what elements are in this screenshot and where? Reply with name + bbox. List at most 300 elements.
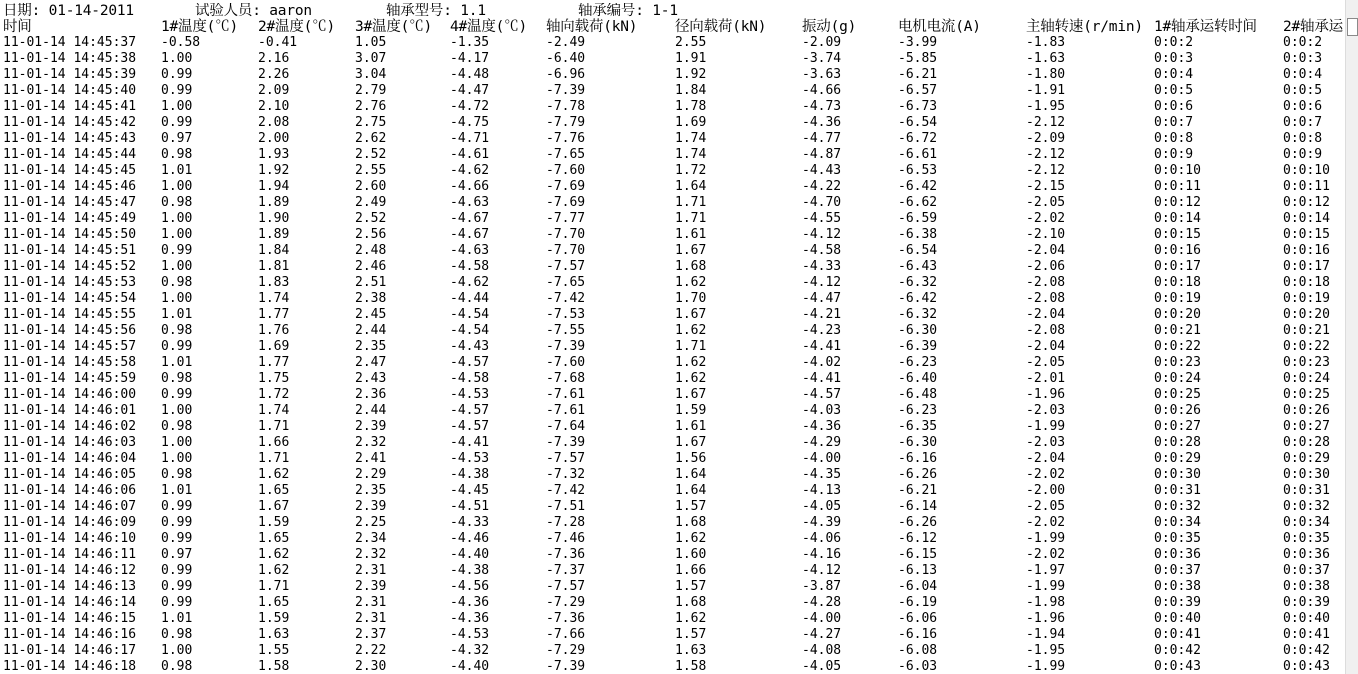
time-header: 时间	[3, 19, 32, 35]
temp3-cell: 2.22	[355, 643, 387, 658]
temp3-cell: 2.60	[355, 179, 387, 194]
time-cell: 11-01-14 14:45:45	[3, 163, 137, 178]
temp2-cell: 1.67	[258, 499, 290, 514]
temp1-cell: 1.01	[161, 483, 193, 498]
axial-load-header: 轴向载荷(kN)	[546, 19, 638, 35]
bearing2-runtime-cell: 0:0:16	[1283, 243, 1330, 258]
radial-load-cell: 1.57	[675, 627, 707, 642]
axial-load-cell: -7.61	[546, 403, 586, 418]
vibration-cell: -4.12	[802, 227, 842, 242]
table-row	[3, 115, 1346, 131]
motor-current-cell: -6.26	[898, 467, 938, 482]
temp1-cell: 1.00	[161, 643, 193, 658]
bearing2-runtime-cell: 0:0:29	[1283, 451, 1330, 466]
temp3-cell: 2.31	[355, 611, 387, 626]
temp3-cell: 3.04	[355, 67, 387, 82]
radial-load-cell: 1.63	[675, 643, 707, 658]
time-cell: 11-01-14 14:45:55	[3, 307, 137, 322]
temp4-cell: -4.62	[450, 163, 490, 178]
bearing1-runtime-cell: 0:0:8	[1154, 131, 1194, 146]
temp1-cell: 1.00	[161, 51, 193, 66]
temp4-cell: -4.75	[450, 115, 490, 130]
bearing2-runtime-cell: 0:0:28	[1283, 435, 1330, 450]
axial-load-cell: -7.70	[546, 243, 586, 258]
temp1-cell: 0.98	[161, 147, 193, 162]
axial-load-cell: -7.42	[546, 483, 586, 498]
radial-load-cell: 1.68	[675, 595, 707, 610]
temp4-cell: -4.72	[450, 99, 490, 114]
time-cell: 11-01-14 14:46:12	[3, 563, 137, 578]
table-row	[3, 307, 1346, 323]
vibration-cell: -4.12	[802, 563, 842, 578]
scrollbar-thumb[interactable]	[1347, 18, 1358, 36]
temp4-cell: -4.36	[450, 611, 490, 626]
spindle-speed-cell: -1.94	[1026, 627, 1066, 642]
temp4-cell: -4.53	[450, 387, 490, 402]
vibration-cell: -3.63	[802, 67, 842, 82]
motor-current-cell: -6.03	[898, 659, 938, 674]
bearing1-runtime-cell: 0:0:40	[1154, 611, 1201, 626]
axial-load-cell: -7.60	[546, 355, 586, 370]
temp1-cell: 1.00	[161, 403, 193, 418]
temp3-cell: 2.39	[355, 419, 387, 434]
temp4-cell: -4.58	[450, 259, 490, 274]
time-cell: 11-01-14 14:45:57	[3, 339, 137, 354]
temp1-cell: 0.99	[161, 531, 193, 546]
axial-load-cell: -7.64	[546, 419, 586, 434]
bearing2-runtime-cell: 0:0:19	[1283, 291, 1330, 306]
vibration-cell: -4.22	[802, 179, 842, 194]
temp4-cell: -4.58	[450, 371, 490, 386]
radial-load-cell: 1.69	[675, 115, 707, 130]
bearing2-runtime-cell: 0:0:17	[1283, 259, 1330, 274]
temp3-cell: 2.35	[355, 339, 387, 354]
motor-current-cell: -6.39	[898, 339, 938, 354]
radial-load-cell: 1.61	[675, 227, 707, 242]
radial-load-cell: 1.62	[675, 323, 707, 338]
temp3-header: 3#温度(℃)	[355, 19, 433, 35]
temp1-cell: 0.98	[161, 275, 193, 290]
bearing2-runtime-cell: 0:0:8	[1283, 131, 1323, 146]
time-cell: 11-01-14 14:45:39	[3, 67, 137, 82]
temp1-cell: 0.99	[161, 579, 193, 594]
temp3-cell: 2.48	[355, 243, 387, 258]
temp3-cell: 2.38	[355, 291, 387, 306]
table-row	[3, 67, 1346, 83]
temp1-cell: -0.58	[161, 35, 201, 50]
radial-load-cell: 1.71	[675, 211, 707, 226]
temp2-cell: 1.94	[258, 179, 290, 194]
temp4-cell: -4.63	[450, 243, 490, 258]
temp3-cell: 2.75	[355, 115, 387, 130]
bearing2-runtime-cell: 0:0:34	[1283, 515, 1330, 530]
temp3-cell: 2.47	[355, 355, 387, 370]
temp3-cell: 2.44	[355, 323, 387, 338]
radial-load-cell: 1.62	[675, 355, 707, 370]
spindle-speed-cell: -1.99	[1026, 531, 1066, 546]
temp2-cell: 1.83	[258, 275, 290, 290]
vibration-cell: -2.09	[802, 35, 842, 50]
temp2-cell: 1.69	[258, 339, 290, 354]
motor-current-cell: -6.21	[898, 483, 938, 498]
temp3-cell: 2.31	[355, 563, 387, 578]
bearing1-runtime-cell: 0:0:30	[1154, 467, 1201, 482]
time-cell: 11-01-14 14:46:03	[3, 435, 137, 450]
temp2-cell: 1.81	[258, 259, 290, 274]
time-cell: 11-01-14 14:45:49	[3, 211, 137, 226]
bearing2-runtime-cell: 0:0:25	[1283, 387, 1330, 402]
motor-current-cell: -6.08	[898, 643, 938, 658]
radial-load-header: 径向载荷(kN)	[675, 19, 767, 35]
axial-load-cell: -7.66	[546, 627, 586, 642]
time-cell: 11-01-14 14:46:02	[3, 419, 137, 434]
motor-current-cell: -6.42	[898, 291, 938, 306]
temp4-cell: -4.54	[450, 323, 490, 338]
bearing1-runtime-cell: 0:0:43	[1154, 659, 1201, 674]
vibration-cell: -4.41	[802, 371, 842, 386]
axial-load-cell: -7.57	[546, 259, 586, 274]
bearing2-runtime-cell: 0:0:22	[1283, 339, 1330, 354]
spindle-speed-cell: -2.02	[1026, 467, 1066, 482]
motor-current-cell: -6.54	[898, 115, 938, 130]
vibration-cell: -4.28	[802, 595, 842, 610]
bearing2-runtime-cell: 0:0:32	[1283, 499, 1330, 514]
vibration-cell: -4.05	[802, 499, 842, 514]
axial-load-cell: -7.76	[546, 131, 586, 146]
spindle-speed-cell: -2.04	[1026, 451, 1066, 466]
temp4-cell: -4.66	[450, 179, 490, 194]
time-cell: 11-01-14 14:45:53	[3, 275, 137, 290]
vibration-cell: -4.73	[802, 99, 842, 114]
motor-current-cell: -6.04	[898, 579, 938, 594]
temp2-cell: 1.84	[258, 243, 290, 258]
axial-load-cell: -7.51	[546, 499, 586, 514]
axial-load-cell: -7.36	[546, 611, 586, 626]
vibration-cell: -4.27	[802, 627, 842, 642]
temp3-cell: 2.34	[355, 531, 387, 546]
temp1-cell: 0.98	[161, 371, 193, 386]
bearing2-runtime-header: 2#轴承运	[1283, 19, 1343, 35]
axial-load-cell: -7.55	[546, 323, 586, 338]
spindle-speed-cell: -2.06	[1026, 259, 1066, 274]
bearing1-runtime-cell: 0:0:19	[1154, 291, 1201, 306]
table-row	[3, 643, 1346, 659]
spindle-speed-cell: -2.04	[1026, 243, 1066, 258]
temp4-cell: -4.40	[450, 547, 490, 562]
bearing2-runtime-cell: 0:0:2	[1283, 35, 1323, 50]
temp2-cell: 1.63	[258, 627, 290, 642]
vibration-cell: -4.08	[802, 643, 842, 658]
time-cell: 11-01-14 14:45:58	[3, 355, 137, 370]
time-cell: 11-01-14 14:45:59	[3, 371, 137, 386]
bearing2-runtime-cell: 0:0:18	[1283, 275, 1330, 290]
bearing2-runtime-cell: 0:0:26	[1283, 403, 1330, 418]
temp3-cell: 2.31	[355, 595, 387, 610]
bearing2-runtime-cell: 0:0:35	[1283, 531, 1330, 546]
vibration-cell: -4.36	[802, 115, 842, 130]
radial-load-cell: 1.70	[675, 291, 707, 306]
vibration-cell: -4.23	[802, 323, 842, 338]
spindle-speed-cell: -2.05	[1026, 195, 1066, 210]
bearing1-runtime-cell: 0:0:23	[1154, 355, 1201, 370]
temp2-cell: -0.41	[258, 35, 298, 50]
spindle-speed-cell: -2.05	[1026, 355, 1066, 370]
bearing2-runtime-cell: 0:0:38	[1283, 579, 1330, 594]
table-row	[3, 499, 1346, 515]
radial-load-cell: 1.59	[675, 403, 707, 418]
temp1-cell: 0.99	[161, 387, 193, 402]
temp2-cell: 1.74	[258, 291, 290, 306]
temp1-cell: 0.99	[161, 67, 193, 82]
radial-load-cell: 1.84	[675, 83, 707, 98]
temp3-cell: 2.30	[355, 659, 387, 674]
spindle-speed-cell: -2.12	[1026, 115, 1066, 130]
motor-current-header: 电机电流(A)	[898, 19, 981, 35]
vibration-cell: -4.33	[802, 259, 842, 274]
motor-current-cell: -6.16	[898, 627, 938, 642]
axial-load-cell: -7.42	[546, 291, 586, 306]
time-cell: 11-01-14 14:46:17	[3, 643, 137, 658]
time-cell: 11-01-14 14:45:44	[3, 147, 137, 162]
temp4-cell: -4.53	[450, 451, 490, 466]
temp4-header: 4#温度(℃)	[450, 19, 528, 35]
table-row	[3, 259, 1346, 275]
time-cell: 11-01-14 14:45:38	[3, 51, 137, 66]
motor-current-cell: -6.30	[898, 435, 938, 450]
temp2-cell: 2.10	[258, 99, 290, 114]
time-cell: 11-01-14 14:46:16	[3, 627, 137, 642]
vertical-scrollbar[interactable]	[1345, 0, 1358, 674]
motor-current-cell: -6.12	[898, 531, 938, 546]
motor-current-cell: -6.54	[898, 243, 938, 258]
spindle-speed-cell: -2.02	[1026, 515, 1066, 530]
temp4-cell: -4.47	[450, 83, 490, 98]
temp1-cell: 1.00	[161, 291, 193, 306]
time-cell: 11-01-14 14:46:10	[3, 531, 137, 546]
axial-load-cell: -7.29	[546, 595, 586, 610]
radial-load-cell: 1.56	[675, 451, 707, 466]
time-cell: 11-01-14 14:45:46	[3, 179, 137, 194]
temp3-cell: 2.32	[355, 547, 387, 562]
spindle-speed-cell: -1.83	[1026, 35, 1066, 50]
motor-current-cell: -6.30	[898, 323, 938, 338]
vibration-cell: -4.16	[802, 547, 842, 562]
temp3-cell: 2.79	[355, 83, 387, 98]
radial-load-cell: 1.67	[675, 435, 707, 450]
temp3-cell: 2.43	[355, 371, 387, 386]
bearing1-runtime-cell: 0:0:42	[1154, 643, 1201, 658]
table-row	[3, 275, 1346, 291]
bearing1-runtime-cell: 0:0:10	[1154, 163, 1201, 178]
test-operator: 试验人员: aaron	[195, 3, 312, 19]
temp1-cell: 0.99	[161, 115, 193, 130]
temp3-cell: 2.55	[355, 163, 387, 178]
temp4-cell: -4.54	[450, 307, 490, 322]
vibration-cell: -3.74	[802, 51, 842, 66]
bearing2-runtime-cell: 0:0:3	[1283, 51, 1323, 66]
temp1-cell: 0.98	[161, 627, 193, 642]
temp3-cell: 2.49	[355, 195, 387, 210]
radial-load-cell: 1.62	[675, 611, 707, 626]
bearing2-runtime-cell: 0:0:10	[1283, 163, 1330, 178]
temp1-cell: 1.00	[161, 99, 193, 114]
motor-current-cell: -6.23	[898, 403, 938, 418]
temp4-cell: -4.71	[450, 131, 490, 146]
temp2-cell: 1.62	[258, 563, 290, 578]
temp3-cell: 2.37	[355, 627, 387, 642]
temp4-cell: -4.43	[450, 339, 490, 354]
temp4-cell: -4.57	[450, 419, 490, 434]
temp4-cell: -4.48	[450, 67, 490, 82]
motor-current-cell: -6.43	[898, 259, 938, 274]
temp4-cell: -4.44	[450, 291, 490, 306]
temp1-cell: 0.99	[161, 515, 193, 530]
axial-load-cell: -7.57	[546, 451, 586, 466]
radial-load-cell: 1.78	[675, 99, 707, 114]
temp1-cell: 0.98	[161, 467, 193, 482]
temp2-cell: 1.76	[258, 323, 290, 338]
bearing2-runtime-cell: 0:0:41	[1283, 627, 1330, 642]
temp4-cell: -4.63	[450, 195, 490, 210]
temp4-cell: -4.45	[450, 483, 490, 498]
time-cell: 11-01-14 14:45:51	[3, 243, 137, 258]
bearing2-runtime-cell: 0:0:27	[1283, 419, 1330, 434]
vibration-cell: -4.29	[802, 435, 842, 450]
bearing2-runtime-cell: 0:0:43	[1283, 659, 1330, 674]
motor-current-cell: -6.53	[898, 163, 938, 178]
table-row	[3, 419, 1346, 435]
vibration-cell: -4.70	[802, 195, 842, 210]
time-cell: 11-01-14 14:45:37	[3, 35, 137, 50]
time-cell: 11-01-14 14:46:01	[3, 403, 137, 418]
radial-load-cell: 1.74	[675, 147, 707, 162]
time-cell: 11-01-14 14:46:07	[3, 499, 137, 514]
bearing1-runtime-cell: 0:0:11	[1154, 179, 1201, 194]
spindle-speed-header: 主轴转速(r/min)	[1026, 19, 1143, 35]
bearing1-runtime-cell: 0:0:15	[1154, 227, 1201, 242]
axial-load-cell: -7.32	[546, 467, 586, 482]
temp2-cell: 1.65	[258, 483, 290, 498]
spindle-speed-cell: -2.01	[1026, 371, 1066, 386]
motor-current-cell: -6.16	[898, 451, 938, 466]
temp2-cell: 1.62	[258, 467, 290, 482]
temp4-cell: -4.17	[450, 51, 490, 66]
radial-load-cell: 1.92	[675, 67, 707, 82]
spindle-speed-cell: -2.08	[1026, 275, 1066, 290]
temp3-cell: 2.39	[355, 579, 387, 594]
spindle-speed-cell: -1.98	[1026, 595, 1066, 610]
bearing1-runtime-cell: 0:0:16	[1154, 243, 1201, 258]
temp4-cell: -1.35	[450, 35, 490, 50]
meta-line	[3, 3, 1346, 19]
table-row	[3, 35, 1346, 51]
bearing1-runtime-cell: 0:0:7	[1154, 115, 1194, 130]
axial-load-cell: -7.68	[546, 371, 586, 386]
table-row	[3, 147, 1346, 163]
spindle-speed-cell: -2.08	[1026, 323, 1066, 338]
temp1-cell: 0.98	[161, 419, 193, 434]
temp1-cell: 0.99	[161, 243, 193, 258]
spindle-speed-cell: -2.10	[1026, 227, 1066, 242]
temp2-cell: 1.72	[258, 387, 290, 402]
radial-load-cell: 1.72	[675, 163, 707, 178]
temp3-cell: 2.56	[355, 227, 387, 242]
temp4-cell: -4.67	[450, 227, 490, 242]
bearing1-runtime-cell: 0:0:4	[1154, 67, 1194, 82]
bearing1-runtime-cell: 0:0:9	[1154, 147, 1194, 162]
bearing2-runtime-cell: 0:0:4	[1283, 67, 1323, 82]
temp4-cell: -4.57	[450, 403, 490, 418]
temp4-cell: -4.67	[450, 211, 490, 226]
axial-load-cell: -6.40	[546, 51, 586, 66]
temp4-cell: -4.56	[450, 579, 490, 594]
spindle-speed-cell: -2.00	[1026, 483, 1066, 498]
radial-load-cell: 1.62	[675, 275, 707, 290]
bearing1-runtime-cell: 0:0:3	[1154, 51, 1194, 66]
axial-load-cell: -7.29	[546, 643, 586, 658]
radial-load-cell: 1.57	[675, 579, 707, 594]
temp4-cell: -4.51	[450, 499, 490, 514]
spindle-speed-cell: -2.03	[1026, 435, 1066, 450]
radial-load-cell: 1.68	[675, 259, 707, 274]
temp4-cell: -4.53	[450, 627, 490, 642]
time-cell: 11-01-14 14:45:52	[3, 259, 137, 274]
vibration-cell: -4.00	[802, 611, 842, 626]
bearing1-runtime-cell: 0:0:18	[1154, 275, 1201, 290]
temp4-cell: -4.33	[450, 515, 490, 530]
temp4-cell: -4.46	[450, 531, 490, 546]
temp3-cell: 2.52	[355, 147, 387, 162]
temp3-cell: 2.45	[355, 307, 387, 322]
bearing1-runtime-cell: 0:0:32	[1154, 499, 1201, 514]
temp3-cell: 2.62	[355, 131, 387, 146]
radial-load-cell: 1.67	[675, 387, 707, 402]
temp1-cell: 0.99	[161, 83, 193, 98]
text-document[interactable]	[3, 3, 1346, 674]
temp2-cell: 1.58	[258, 659, 290, 674]
table-row	[3, 211, 1346, 227]
axial-load-cell: -7.28	[546, 515, 586, 530]
bearing2-runtime-cell: 0:0:31	[1283, 483, 1330, 498]
radial-load-cell: 1.68	[675, 515, 707, 530]
bearing1-runtime-cell: 0:0:37	[1154, 563, 1201, 578]
vibration-cell: -4.55	[802, 211, 842, 226]
motor-current-cell: -6.23	[898, 355, 938, 370]
temp2-cell: 1.71	[258, 451, 290, 466]
bearing2-runtime-cell: 0:0:39	[1283, 595, 1330, 610]
temp3-cell: 2.36	[355, 387, 387, 402]
column-header-row	[3, 19, 1346, 35]
temp2-cell: 2.08	[258, 115, 290, 130]
temp1-cell: 0.99	[161, 499, 193, 514]
bearing2-runtime-cell: 0:0:30	[1283, 467, 1330, 482]
spindle-speed-cell: -1.80	[1026, 67, 1066, 82]
temp3-cell: 2.44	[355, 403, 387, 418]
temp4-cell: -4.62	[450, 275, 490, 290]
radial-load-cell: 1.64	[675, 483, 707, 498]
spindle-speed-cell: -2.02	[1026, 211, 1066, 226]
time-cell: 11-01-14 14:45:47	[3, 195, 137, 210]
bearing-number: 轴承编号: 1-1	[578, 3, 678, 19]
temp1-cell: 0.99	[161, 595, 193, 610]
table-row	[3, 403, 1346, 419]
table-row	[3, 163, 1346, 179]
motor-current-cell: -6.73	[898, 99, 938, 114]
temp2-cell: 2.09	[258, 83, 290, 98]
vibration-cell: -4.02	[802, 355, 842, 370]
table-row	[3, 515, 1346, 531]
bearing1-runtime-cell: 0:0:38	[1154, 579, 1201, 594]
